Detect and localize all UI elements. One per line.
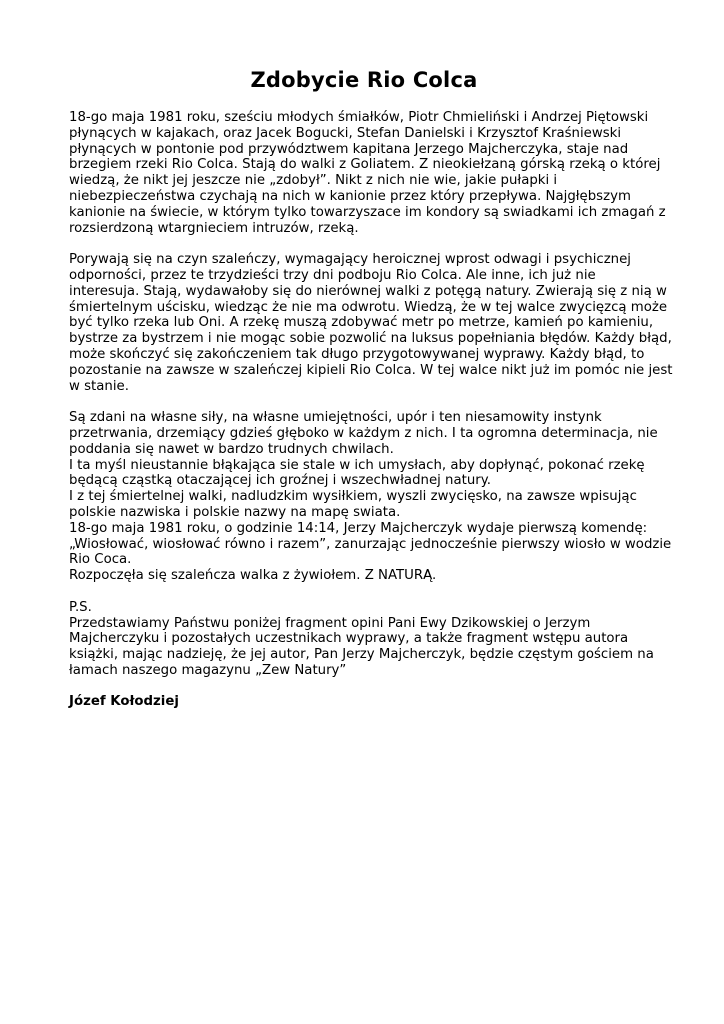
text-line: płynących w kajakach, oraz Jacek Bogucki, Stefan Danielski i Krzysztof Kraśniewski xyxy=(69,125,622,141)
text-line: w stanie. xyxy=(69,378,129,394)
text-line: Przedstawiamy Państwu poniżej fragment opini Pani Ewy Dzikowskiej o Jerzym xyxy=(69,615,591,631)
text-line: wiedzą, że nikt jej jeszcze nie „zdobył”. Nikt z nich nie wie, jakie pułapki i xyxy=(69,173,558,189)
text-line: może skończyć się zakończeniem tak długo przygotowywanej wyprawy. Każdy błąd, to xyxy=(69,346,645,362)
text-line: śmiertelnym uścisku, wiedząc że nie ma odwrotu. Wiedzą, że w tej walce zwycięzcą może xyxy=(69,299,668,315)
text-line: poddania się nawet w bardzo trudnych chwilach. xyxy=(69,441,394,457)
paragraph xyxy=(69,252,673,394)
text-line: płynących w pontonie pod przywództwem kapitana Jerzego Majcherczyka, staje nad xyxy=(69,141,629,157)
document-title: Zdobycie Rio Colca xyxy=(250,68,478,92)
text-line: bystrze za bystrzem i nie mogąc sobie pozwolić na luksus popełniania błędów. Każdy błąd, xyxy=(69,331,672,347)
text-line: Majcherczyku i pozostałych uczestnikach wyprawy, a także fragment wstępu autora xyxy=(69,631,629,647)
text-line: P.S. xyxy=(69,599,92,615)
text-line: brzegiem rzeki Rio Colca. Stają do walki z Goliatem. Z nieokiełzaną górską rzeką o której xyxy=(69,157,661,173)
text-line: niebezpieczeństwa czychają na nich w kanionie przez który przepływa. Najgłębszym xyxy=(69,188,631,204)
paragraph xyxy=(69,410,672,584)
text-line: polskie nazwiska i polskie nazwy na mapę swiata. xyxy=(69,504,401,520)
document-body xyxy=(69,110,673,679)
text-line: Porywają się na czyn szaleńczy, wymagający heroicznej wprost odwagi i psychicznej xyxy=(69,252,631,268)
text-line: 18-go maja 1981 roku, sześciu młodych śmiałków, Piotr Chmieliński i Andrzej Piętowski xyxy=(69,110,649,125)
text-line: I z tej śmiertelnej walki, nadludzkim wysiłkiem, wyszli zwycięsko, na zawsze wpisując xyxy=(69,489,637,505)
text-line: rozsierdzoną wtargnieciem intruzów, rzeką. xyxy=(69,220,359,236)
text-line: interesuja. Stają, wydawałoby się do nierównej walki z potęgą natury. Zwierają się z nią w xyxy=(69,283,667,299)
text-line: książki, mając nadzieję, że jej autor, Pan Jerzy Majcherczyk, będzie częstym gościem na xyxy=(69,647,654,663)
text-line: „Wiosłować, wiosłować równo i razem”, zanurzając jednocześnie pierwszy wiosło w wodzie xyxy=(69,536,672,552)
text-line: I ta myśl nieustannie błąkająca sie stale w ich umysłach, aby dopłynąć, pokonać rzekę xyxy=(69,457,645,473)
paragraph xyxy=(69,110,666,236)
text-line: pozostanie na zawsze w szaleńczej kipieli Rio Colca. W tej walce nikt już im pomóc nie jest xyxy=(69,362,673,378)
text-line: być tylko rzeka lub Oni. A rzekę muszą zdobywać metr po metrze, kamień po kamieniu, xyxy=(69,315,654,331)
text-line: będącą cząstką otaczającej ich groźnej i wszechwładnej natury. xyxy=(69,473,491,489)
text-line: Są zdani na własne siły, na własne umiejętności, upór i ten niesamowity instynk xyxy=(69,410,602,426)
text-line: 18-go maja 1981 roku, o godzinie 14:14, Jerzy Majcherczyk wydaje pierwszą komendę: xyxy=(69,520,648,536)
document-page xyxy=(69,64,673,710)
text-line: odporności, przez te trzydzieści trzy dni podboju Rio Colca. Ale inne, ich już nie xyxy=(69,267,596,283)
author-signature: Józef Kołodziej xyxy=(69,694,179,710)
text-line: Rozpoczęła się szaleńcza walka z żywiołem. Z NATURĄ. xyxy=(69,568,437,584)
text-line: przetrwania, drzemiący gdzieś głęboko w każdym z nich. I ta ogromna determinacja, nie xyxy=(69,425,658,441)
text-line: Rio Coca. xyxy=(69,552,132,568)
paragraph xyxy=(69,600,659,679)
text-line: kanionie na świecie, w którym tylko towarzyszace im kondory są swiadkami ich zmagań z xyxy=(69,204,666,220)
text-line: łamach naszego magazynu „Zew Natury” xyxy=(69,662,347,678)
